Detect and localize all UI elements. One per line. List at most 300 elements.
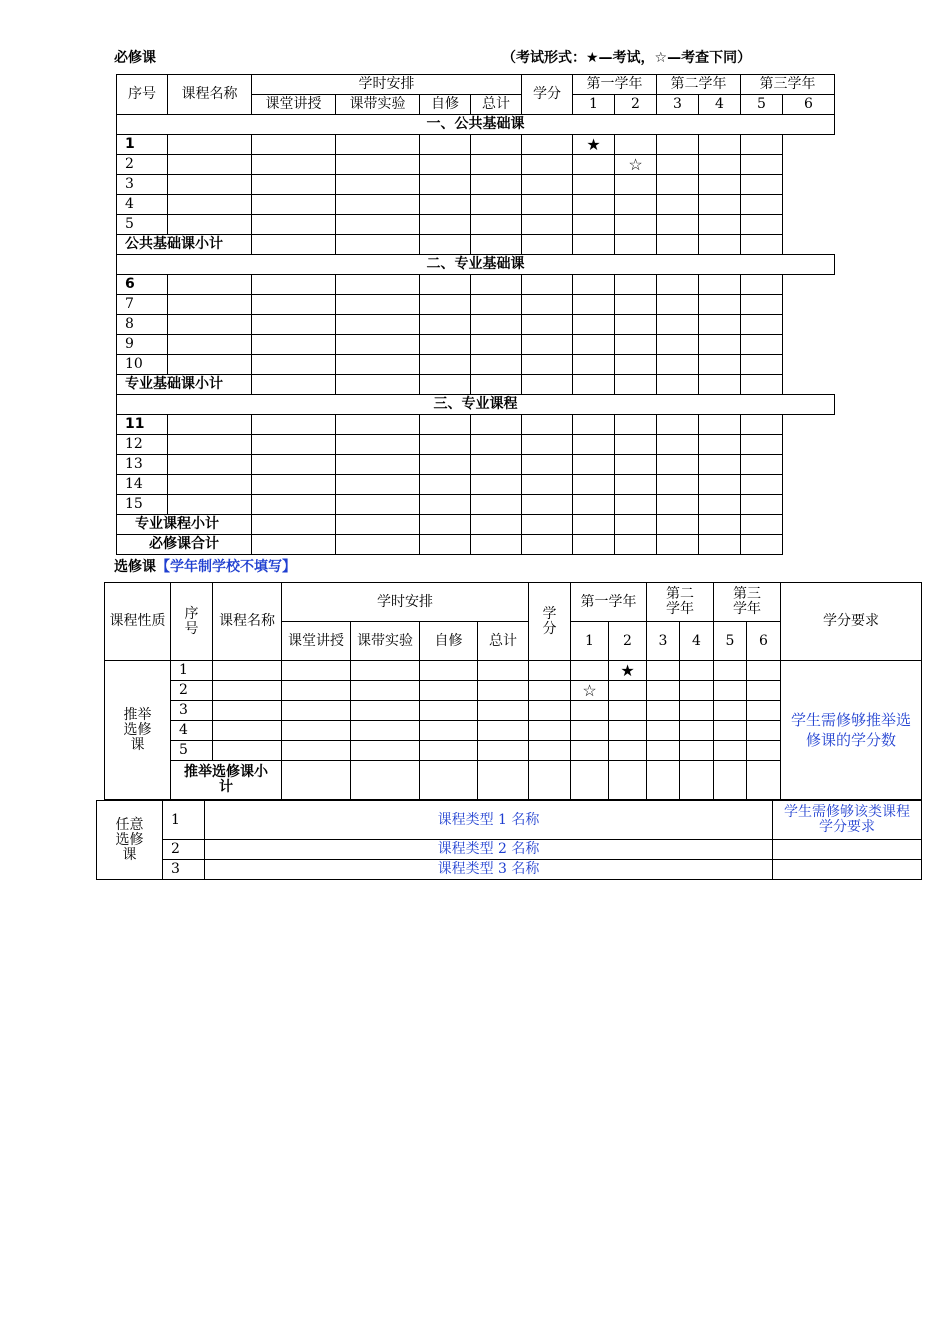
table-cell[interactable] [471, 235, 522, 255]
table-cell[interactable] [168, 475, 252, 495]
table-cell[interactable] [471, 195, 522, 215]
table-cell[interactable] [522, 415, 573, 435]
table-cell[interactable] [420, 375, 471, 395]
table-cell[interactable] [657, 515, 699, 535]
table-cell[interactable] [615, 415, 657, 435]
table-cell[interactable] [471, 275, 522, 295]
table-cell[interactable] [252, 315, 336, 335]
course-type-name[interactable]: 课程类型 3 名称 [205, 860, 773, 880]
table-cell[interactable] [615, 375, 657, 395]
table-cell[interactable] [336, 295, 420, 315]
table-cell[interactable] [741, 515, 783, 535]
table-cell[interactable] [699, 495, 741, 515]
header-lecture: 课堂讲授 [252, 95, 336, 115]
table-cell[interactable] [420, 435, 471, 455]
table-cell[interactable] [615, 335, 657, 355]
table-cell[interactable] [699, 355, 741, 375]
table-cell[interactable] [741, 155, 783, 175]
table-cell[interactable] [168, 495, 252, 515]
table-cell[interactable] [571, 741, 609, 761]
table-cell[interactable] [252, 275, 336, 295]
table-cell[interactable] [252, 215, 336, 235]
table-cell[interactable] [615, 235, 657, 255]
table-cell[interactable] [168, 175, 252, 195]
table-cell[interactable] [615, 535, 657, 555]
table-cell[interactable] [573, 195, 615, 215]
table-cell[interactable] [336, 355, 420, 375]
table-cell[interactable] [420, 415, 471, 435]
table-cell[interactable] [252, 135, 336, 155]
table-cell[interactable] [657, 535, 699, 555]
table-cell[interactable] [471, 515, 522, 535]
table-cell[interactable] [336, 315, 420, 335]
table-cell[interactable] [741, 495, 783, 515]
header-sem-2: 2 [609, 622, 647, 661]
table-cell[interactable] [573, 375, 615, 395]
table-cell[interactable] [747, 761, 781, 800]
table-cell[interactable] [529, 661, 571, 681]
table-cell[interactable] [657, 135, 699, 155]
table-cell[interactable] [522, 355, 573, 375]
table-cell[interactable] [478, 721, 529, 741]
table-cell[interactable] [168, 355, 252, 375]
table-cell[interactable] [657, 275, 699, 295]
table-cell[interactable] [615, 355, 657, 375]
table-cell[interactable] [609, 761, 647, 800]
table-cell[interactable] [282, 761, 351, 800]
header-lecture: 课堂讲授 [282, 622, 351, 661]
table-cell[interactable] [714, 661, 747, 681]
table-cell[interactable] [336, 155, 420, 175]
table-cell[interactable] [336, 275, 420, 295]
table-cell[interactable] [615, 215, 657, 235]
table-cell[interactable] [522, 295, 573, 315]
table-cell[interactable] [609, 741, 647, 761]
table-cell[interactable] [168, 275, 252, 295]
header-course-name: 课程名称 [168, 75, 252, 115]
table-cell[interactable] [741, 355, 783, 375]
table-cell[interactable] [680, 721, 714, 741]
table-cell[interactable] [615, 495, 657, 515]
table-cell[interactable] [420, 235, 471, 255]
table-cell[interactable] [420, 315, 471, 335]
header-year3: 第三学年 [741, 75, 835, 95]
table-cell[interactable] [471, 135, 522, 155]
table-cell[interactable] [336, 335, 420, 355]
table-cell[interactable] [420, 295, 471, 315]
table-cell[interactable] [529, 681, 571, 701]
table-cell[interactable] [252, 495, 336, 515]
table-cell[interactable] [471, 175, 522, 195]
table-cell[interactable] [168, 335, 252, 355]
table-cell[interactable] [699, 455, 741, 475]
table-cell[interactable] [573, 495, 615, 515]
table-cell[interactable] [282, 741, 351, 761]
table-cell[interactable] [657, 215, 699, 235]
table-cell[interactable] [573, 435, 615, 455]
table-cell[interactable] [420, 535, 471, 555]
table-cell[interactable] [522, 375, 573, 395]
table-cell[interactable] [420, 355, 471, 375]
table-cell[interactable] [714, 761, 747, 800]
table-cell[interactable] [282, 721, 351, 741]
table-cell[interactable] [573, 275, 615, 295]
table-cell[interactable] [420, 175, 471, 195]
table-cell[interactable] [615, 195, 657, 215]
table-cell[interactable] [657, 175, 699, 195]
table-cell[interactable] [478, 661, 529, 681]
table-cell[interactable] [699, 215, 741, 235]
table-cell[interactable] [741, 535, 783, 555]
table-cell[interactable] [336, 455, 420, 475]
table-cell[interactable] [336, 175, 420, 195]
table-cell[interactable] [471, 315, 522, 335]
subtotal-label: 公共基础课小计 [117, 235, 252, 255]
table-cell[interactable] [420, 761, 478, 800]
table-cell[interactable] [529, 701, 571, 721]
table-cell[interactable] [699, 315, 741, 335]
table-cell[interactable] [657, 455, 699, 475]
table-row [117, 155, 835, 175]
table-cell[interactable] [773, 860, 922, 880]
table-cell[interactable] [213, 721, 282, 741]
table-cell[interactable] [478, 761, 529, 800]
table-cell[interactable] [252, 175, 336, 195]
table-cell[interactable] [336, 215, 420, 235]
table-cell[interactable] [168, 455, 252, 475]
table-cell[interactable] [471, 495, 522, 515]
table-cell[interactable] [714, 741, 747, 761]
table-cell[interactable] [168, 315, 252, 335]
table-cell[interactable] [741, 475, 783, 495]
table-cell[interactable] [741, 435, 783, 455]
table-cell[interactable] [336, 415, 420, 435]
spacer-cell [783, 175, 835, 195]
table-cell[interactable] [699, 335, 741, 355]
table-cell[interactable] [420, 515, 471, 535]
spacer-cell [783, 335, 835, 355]
table-cell[interactable] [609, 721, 647, 741]
table-cell[interactable] [657, 415, 699, 435]
table-cell[interactable] [336, 515, 420, 535]
table-row [97, 801, 922, 840]
table-cell[interactable] [529, 761, 571, 800]
table-cell[interactable] [573, 315, 615, 335]
table-cell[interactable] [168, 295, 252, 315]
table-cell[interactable] [252, 375, 336, 395]
header-year1: 第一学年 [573, 75, 657, 95]
table-cell[interactable] [478, 681, 529, 701]
table-cell[interactable] [336, 535, 420, 555]
table-cell[interactable] [747, 721, 781, 741]
table-cell[interactable] [252, 435, 336, 455]
table-cell[interactable] [573, 215, 615, 235]
table-cell[interactable] [741, 135, 783, 155]
table-cell[interactable] [478, 701, 529, 721]
table-cell[interactable] [573, 535, 615, 555]
table-cell[interactable] [420, 215, 471, 235]
table-cell[interactable] [647, 721, 680, 741]
table-cell[interactable] [529, 741, 571, 761]
table-cell[interactable] [573, 455, 615, 475]
table-cell[interactable] [741, 455, 783, 475]
table-cell[interactable] [615, 475, 657, 495]
table-cell[interactable] [420, 701, 478, 721]
table-cell[interactable] [699, 475, 741, 495]
table-cell[interactable] [168, 415, 252, 435]
table-cell[interactable] [657, 495, 699, 515]
table-cell[interactable] [741, 275, 783, 295]
table-row [117, 475, 835, 495]
table-cell[interactable] [471, 415, 522, 435]
table-cell[interactable] [168, 215, 252, 235]
table-cell[interactable] [252, 335, 336, 355]
table-cell[interactable] [420, 155, 471, 175]
table-cell[interactable] [573, 235, 615, 255]
table-cell[interactable] [657, 315, 699, 335]
table-cell[interactable] [573, 295, 615, 315]
table-cell[interactable] [573, 475, 615, 495]
table-cell[interactable] [168, 135, 252, 155]
table-cell[interactable] [699, 155, 741, 175]
table-cell[interactable] [420, 741, 478, 761]
table-cell[interactable] [351, 721, 420, 741]
table-cell[interactable] [522, 175, 573, 195]
table-cell[interactable] [252, 155, 336, 175]
table-cell[interactable] [471, 355, 522, 375]
table-cell[interactable] [571, 721, 609, 741]
table-cell[interactable] [471, 335, 522, 355]
table-cell[interactable] [657, 475, 699, 495]
table-cell[interactable] [615, 515, 657, 535]
table-cell[interactable] [471, 375, 522, 395]
table-cell[interactable] [420, 455, 471, 475]
table-cell[interactable] [609, 681, 647, 701]
table-cell[interactable] [336, 375, 420, 395]
table-cell[interactable] [573, 355, 615, 375]
table-cell[interactable] [252, 455, 336, 475]
table-cell[interactable] [252, 475, 336, 495]
table-cell[interactable] [699, 235, 741, 255]
table-cell[interactable] [657, 155, 699, 175]
course-type-name[interactable]: 课程类型 2 名称 [205, 840, 773, 860]
table-cell[interactable] [351, 661, 420, 681]
header-sem-3: 3 [657, 95, 699, 115]
table-cell[interactable] [252, 195, 336, 215]
table-cell[interactable] [522, 515, 573, 535]
table-cell[interactable] [747, 681, 781, 701]
table-cell[interactable] [420, 475, 471, 495]
table-cell[interactable] [522, 275, 573, 295]
table-cell[interactable] [699, 135, 741, 155]
table-cell[interactable] [741, 415, 783, 435]
table-cell[interactable] [420, 661, 478, 681]
table-cell[interactable] [647, 701, 680, 721]
table-cell[interactable] [571, 761, 609, 800]
table-cell[interactable] [420, 335, 471, 355]
table-cell[interactable] [741, 375, 783, 395]
table-cell[interactable] [351, 741, 420, 761]
table-cell[interactable] [714, 721, 747, 741]
table-cell[interactable] [657, 355, 699, 375]
table-cell[interactable] [615, 175, 657, 195]
table-cell[interactable] [420, 681, 478, 701]
table-cell[interactable] [741, 195, 783, 215]
table-cell[interactable] [699, 295, 741, 315]
table-cell[interactable] [747, 701, 781, 721]
table-cell[interactable] [336, 235, 420, 255]
row-seq: 7 [117, 295, 168, 315]
table-cell[interactable] [522, 155, 573, 175]
table-cell[interactable] [471, 215, 522, 235]
table-cell[interactable] [615, 435, 657, 455]
table-cell[interactable] [680, 681, 714, 701]
table-cell[interactable] [747, 741, 781, 761]
course-type-name[interactable]: 课程类型 1 名称 [205, 801, 773, 840]
table-cell[interactable] [282, 661, 351, 681]
table-cell[interactable] [282, 681, 351, 701]
table-cell[interactable] [471, 435, 522, 455]
table-cell[interactable] [657, 235, 699, 255]
table-row [117, 215, 835, 235]
table-cell[interactable] [573, 155, 615, 175]
table-cell[interactable] [615, 295, 657, 315]
table-cell[interactable] [741, 295, 783, 315]
table-cell[interactable] [522, 315, 573, 335]
table-cell[interactable] [522, 335, 573, 355]
table-cell[interactable] [699, 175, 741, 195]
table-cell[interactable] [351, 681, 420, 701]
table-cell[interactable] [420, 721, 478, 741]
table-cell[interactable] [478, 741, 529, 761]
table-cell[interactable] [647, 761, 680, 800]
table-cell[interactable] [522, 495, 573, 515]
header-course-nature: 课程性质 [105, 583, 171, 661]
table-cell[interactable] [657, 195, 699, 215]
table-cell[interactable] [747, 661, 781, 681]
table-cell[interactable] [571, 701, 609, 721]
table-row [117, 275, 835, 295]
table-cell[interactable] [522, 195, 573, 215]
table-cell[interactable] [213, 681, 282, 701]
table-cell[interactable] [699, 435, 741, 455]
table-cell[interactable] [609, 701, 647, 721]
table-cell[interactable] [680, 741, 714, 761]
table-cell[interactable] [773, 840, 922, 860]
table-cell[interactable] [252, 235, 336, 255]
table-cell[interactable] [657, 295, 699, 315]
table-cell[interactable] [351, 761, 420, 800]
table-cell[interactable] [657, 375, 699, 395]
table-cell[interactable] [168, 435, 252, 455]
table-cell[interactable] [657, 335, 699, 355]
table-cell[interactable] [213, 741, 282, 761]
table-cell[interactable] [741, 235, 783, 255]
table-cell[interactable] [252, 415, 336, 435]
table-cell[interactable] [522, 435, 573, 455]
table-cell[interactable] [336, 135, 420, 155]
table-cell[interactable] [573, 515, 615, 535]
table-cell[interactable] [351, 701, 420, 721]
arbitrary-credit-requirement: 学生需修够该类课程学分要求 [773, 801, 922, 840]
table-cell[interactable] [522, 135, 573, 155]
section-header-row [117, 255, 835, 275]
table-cell[interactable] [680, 761, 714, 800]
table-cell[interactable] [471, 295, 522, 315]
row-seq: 1 [117, 135, 168, 155]
table-cell[interactable] [680, 701, 714, 721]
table-cell[interactable] [522, 535, 573, 555]
table-cell[interactable] [699, 275, 741, 295]
table-cell[interactable] [714, 681, 747, 701]
table-cell[interactable] [252, 535, 336, 555]
table-cell[interactable] [252, 355, 336, 375]
table-cell[interactable] [699, 195, 741, 215]
table-cell[interactable] [615, 315, 657, 335]
table-cell[interactable] [213, 701, 282, 721]
table-cell[interactable] [573, 335, 615, 355]
table-cell[interactable] [471, 455, 522, 475]
table-cell[interactable] [647, 741, 680, 761]
table-cell[interactable] [213, 661, 282, 681]
table-cell[interactable] [336, 495, 420, 515]
table-cell[interactable] [699, 535, 741, 555]
table-cell[interactable] [168, 195, 252, 215]
table-cell[interactable] [471, 475, 522, 495]
table-cell[interactable] [252, 515, 336, 535]
table-cell[interactable] [168, 155, 252, 175]
table-cell[interactable] [615, 135, 657, 155]
table-cell[interactable] [571, 661, 609, 681]
table-cell[interactable] [471, 535, 522, 555]
table-cell[interactable] [714, 701, 747, 721]
table-cell[interactable] [741, 175, 783, 195]
table-cell[interactable] [471, 155, 522, 175]
table-cell[interactable] [741, 215, 783, 235]
spacer-cell [783, 135, 835, 155]
table-cell[interactable] [252, 295, 336, 315]
table-cell[interactable] [699, 415, 741, 435]
table-cell[interactable] [522, 455, 573, 475]
table-cell[interactable] [647, 681, 680, 701]
table-cell[interactable] [741, 315, 783, 335]
table-cell[interactable] [420, 195, 471, 215]
table-cell[interactable] [615, 275, 657, 295]
table-cell[interactable] [573, 175, 615, 195]
table-cell[interactable] [699, 515, 741, 535]
table-cell[interactable] [336, 475, 420, 495]
table-cell[interactable] [336, 195, 420, 215]
table-cell[interactable] [420, 275, 471, 295]
table-cell[interactable] [522, 235, 573, 255]
table-cell[interactable] [573, 415, 615, 435]
table-cell[interactable] [657, 435, 699, 455]
table-cell[interactable] [741, 335, 783, 355]
table-cell[interactable] [336, 435, 420, 455]
table-cell[interactable] [529, 721, 571, 741]
table-cell[interactable] [282, 701, 351, 721]
table-cell[interactable] [615, 455, 657, 475]
header-sem-5: 5 [741, 95, 783, 115]
table-cell[interactable] [420, 135, 471, 155]
table-cell[interactable] [522, 475, 573, 495]
table-cell[interactable] [522, 215, 573, 235]
table-cell[interactable] [680, 661, 714, 681]
table-cell[interactable] [420, 495, 471, 515]
table-cell[interactable] [647, 661, 680, 681]
table-cell[interactable] [699, 375, 741, 395]
header-sem-1: 1 [571, 622, 609, 661]
